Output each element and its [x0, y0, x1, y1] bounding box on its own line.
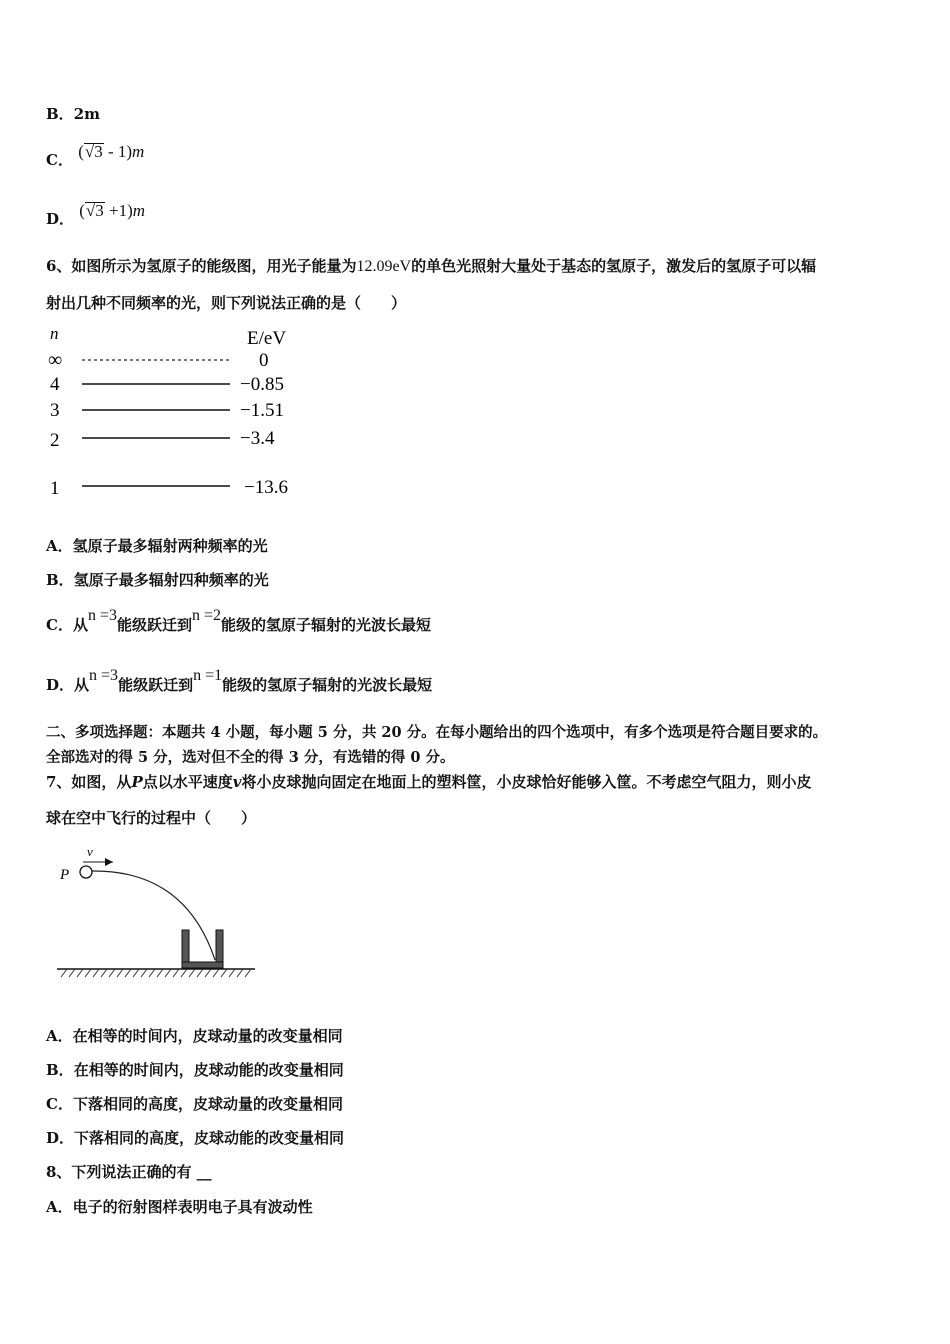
level-e-infinity: 0 — [259, 350, 269, 371]
level-n-infinity: ∞ — [48, 349, 63, 371]
q5-option-c — [46, 141, 145, 169]
option-text: 氢原子最多辐射四种频率的光 — [73, 571, 269, 589]
option-label: D． — [46, 1129, 75, 1147]
level-n-4: 4 — [50, 374, 60, 395]
photon-energy: 12.09eV — [356, 258, 412, 275]
q7-stem-line-1: 7、如图，从P点以水平速度v将小皮球抛向固定在地面上的塑料筐，小皮球恰好能够入筐。不考虑空气阻力，则小皮 — [46, 773, 812, 791]
option-label: A． — [46, 537, 73, 555]
n-axis-label: n — [50, 324, 59, 343]
projectile-figure — [55, 840, 260, 985]
basket-bottom — [182, 962, 223, 968]
energy-axis-label: E/eV — [247, 328, 287, 349]
q6-option-a — [46, 535, 268, 556]
math-n-equals: n =3 — [89, 667, 119, 684]
q7-option-b — [46, 1059, 344, 1080]
section-2-header-line-1: 二、多项选择题：本题共 4 小题，每小题 5 分，共 20 分。在每小题给出的四个选项中，有多个选项是符合题目要求的。 — [46, 724, 828, 741]
sqrt-radicand: √3 — [85, 201, 104, 220]
q8-stem: 8、下列说法正确的有 __ — [46, 1163, 212, 1181]
option-label: B． — [46, 1061, 74, 1079]
option-label: C． — [46, 151, 73, 169]
energy-level-diagram — [40, 322, 310, 502]
math-expression: (√3 - 1)m — [78, 142, 145, 161]
option-label: A． — [46, 1027, 73, 1045]
level-e-4: −0.85 — [240, 374, 284, 395]
section-2-header-line-2: 全部选对的得 5 分，选对但不全的得 3 分，有选错的得 0 分。 — [46, 749, 455, 766]
option-label: C． — [46, 1095, 73, 1113]
q7-option-c — [46, 1093, 343, 1114]
option-label: B． — [46, 571, 74, 589]
option-text: 在相等的时间内，皮球动量的改变量相同 — [72, 1027, 343, 1045]
q8-option-a — [46, 1196, 313, 1217]
q6-option-d: D．从n =3能级跃迁到n =1能级的氢原子辐射的光波长最短 — [46, 667, 433, 694]
q7-stem-line-2: 球在空中飞行的过程中（ ） — [46, 809, 257, 827]
q7-option-d — [46, 1127, 344, 1148]
option-text: 在相等的时间内，皮球动能的改变量相同 — [73, 1061, 344, 1079]
option-label: D． — [46, 676, 75, 694]
math-n-equals: n =1 — [193, 667, 223, 684]
q6-stem-line-1: 6、如图所示为氢原子的能级图，用光子能量为12.09eV的单色光照射大量处于基态的氢原子，激发后的氢原子可以辐 — [46, 257, 817, 275]
option-text: 下落相同的高度，皮球动能的改变量相同 — [74, 1129, 345, 1147]
math-expression: (√3 +1)m — [79, 201, 146, 220]
level-e-1: −13.6 — [244, 477, 288, 498]
sqrt-radicand: √3 — [84, 142, 103, 161]
option-label: A． — [46, 1198, 73, 1216]
math-n-equals: n =2 — [192, 607, 222, 624]
option-label: D． — [46, 210, 75, 228]
level-e-2: −3.4 — [240, 428, 275, 449]
q5-option-b — [46, 103, 100, 124]
ball-icon — [80, 866, 92, 878]
q6-option-b — [46, 569, 269, 590]
option-text: 电子的衍射图样表明电子具有波动性 — [72, 1198, 313, 1216]
option-text: 2m — [73, 105, 100, 123]
velocity-label: v — [87, 844, 93, 859]
q6-option-c: C．从n =3能级跃迁到n =2能级的氢原子辐射的光波长最短 — [46, 607, 432, 634]
level-n-1: 1 — [50, 478, 60, 499]
q6-stem-line-2: 射出几种不同频率的光，则下列说法正确的是（ ） — [46, 294, 407, 312]
level-n-3: 3 — [50, 400, 60, 421]
trajectory-curve — [92, 871, 215, 960]
option-label: C． — [46, 616, 73, 634]
math-n-equals: n =3 — [87, 607, 117, 624]
arrowhead-icon — [105, 858, 113, 866]
level-n-2: 2 — [50, 430, 60, 451]
level-e-3: −1.51 — [240, 400, 284, 421]
q7-option-a — [46, 1025, 343, 1046]
option-text: 下落相同的高度，皮球动量的改变量相同 — [72, 1095, 343, 1113]
point-p-label: P — [60, 867, 70, 883]
q5-option-d — [46, 200, 146, 228]
ground-hatching — [61, 969, 251, 977]
option-label: B． — [46, 105, 74, 123]
option-text: 氢原子最多辐射两种频率的光 — [72, 537, 268, 555]
